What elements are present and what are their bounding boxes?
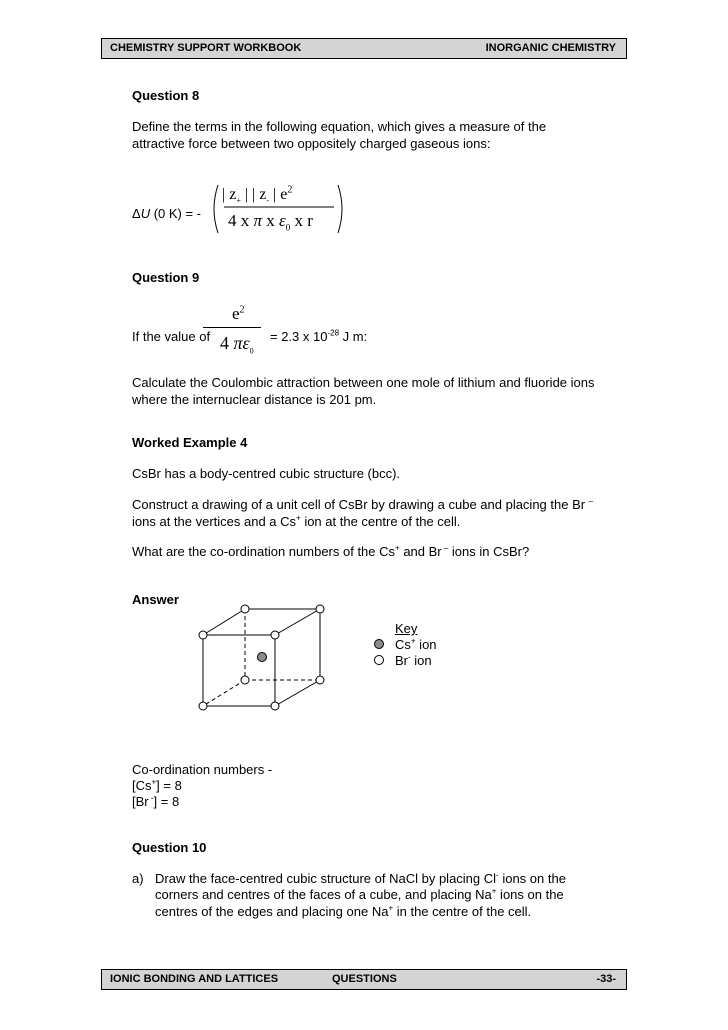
q8-text-line1: Define the terms in the following equation, which gives a measure of the (132, 119, 547, 134)
q9-fraction-bar (203, 327, 261, 328)
br-ion-vertex (241, 676, 249, 684)
q10-l2-sup: + (491, 886, 497, 896)
q10-l2a: corners and centres of the faces of a cube, and placing Na (155, 887, 492, 902)
frac-num-exp: 2 (239, 304, 245, 316)
key-br-symbol (375, 656, 384, 665)
q9-value-exp: -28 (327, 328, 340, 338)
we4-p2b-sup: + (296, 513, 301, 523)
lhs-rest: (0 K) = - (150, 206, 202, 221)
q10-l1b: ions on the (498, 871, 566, 886)
edge-back-diag (203, 680, 245, 706)
we4-p2a-sup: – (588, 496, 594, 506)
worked-example-4-title: Worked Example 4 (132, 435, 248, 450)
q10-l1a: Draw the face-centred cubic structure of NaCl by placing Cl (155, 871, 497, 886)
key-cs-symbol (375, 640, 384, 649)
num-minus: - (266, 196, 270, 206)
key-title: Key (395, 621, 418, 636)
q10-a-line1 (155, 871, 566, 886)
q9-prefix: If the value of (132, 329, 211, 344)
frac-den-sub: 0 (249, 346, 254, 356)
we4-p3c: ions in CsBr? (448, 544, 530, 559)
key-br-text: Br (395, 653, 408, 668)
br-ion-vertex (199, 631, 207, 639)
q10-l3a: centres of the edges and placing one Na (155, 904, 389, 919)
we4-para1: CsBr has a body-centred cubic structure (bcc). (132, 466, 401, 481)
footer-mid: QUESTIONS (332, 973, 397, 985)
coord-br-sup: - (148, 793, 154, 803)
q10-l3-sup: + (388, 903, 394, 913)
br-ion-vertex (271, 631, 279, 639)
header-right: INORGANIC CHEMISTRY (485, 42, 616, 54)
we4-p2b-a: ions at the vertices and a Cs (132, 514, 297, 529)
num-exp: 2 (287, 184, 293, 196)
frac-den-4: 4 (220, 333, 234, 353)
we4-p3a-sup: + (395, 543, 400, 553)
front-face (203, 635, 275, 706)
cs-ion-centre (258, 653, 267, 662)
key-br-label (395, 653, 432, 668)
delta-symbol: Δ (132, 206, 141, 221)
den-part-b: x (262, 211, 280, 230)
coord-title: Co-ordination numbers - (132, 762, 273, 777)
coord-br-a: [Br (132, 794, 149, 809)
key-br-sup: - (408, 652, 411, 662)
u-symbol: U (140, 206, 151, 221)
key-cs-tail: ion (415, 637, 437, 652)
br-ion-vertex (199, 702, 207, 710)
key-cs-sup: + (410, 636, 416, 646)
coord-cs-b: ] = 8 (156, 778, 182, 793)
q9-calc-line2: where the internuclear distance is 201 pm. (132, 392, 377, 407)
key-cs-label (395, 637, 437, 652)
q10-a-line3 (155, 904, 531, 919)
coord-cs (132, 778, 182, 793)
den-pi: π (253, 211, 263, 230)
edge-bottom-right (275, 680, 320, 706)
q9-value-b: J m: (339, 329, 368, 344)
header-bar (101, 38, 627, 59)
den-epsilon: ε (279, 211, 286, 230)
key-symbols (373, 638, 385, 668)
coord-br-b: ] = 8 (153, 794, 180, 809)
question-8-title: Question 8 (132, 88, 200, 103)
footer-bar (101, 969, 627, 990)
q8-denominator (228, 211, 313, 231)
br-ion-vertex (271, 702, 279, 710)
q8-lhs (132, 206, 201, 221)
den-sub: 0 (285, 222, 291, 233)
q9-frac-num (232, 304, 245, 324)
q9-frac-den (220, 333, 254, 354)
q8-numerator (222, 186, 292, 204)
footer-left: IONIC BONDING AND LATTICES (110, 973, 279, 985)
coord-cs-a: [Cs (132, 778, 152, 793)
q10-a-label: a) (132, 871, 144, 886)
frac-den-pi: π (233, 333, 243, 353)
q10-a-line2 (155, 887, 564, 902)
br-ion-vertex (316, 676, 324, 684)
frac-num-e: e (232, 304, 240, 323)
num-plus: + (236, 196, 241, 206)
footer-page-number: -33- (596, 973, 616, 985)
key-br-tail: ion (410, 653, 432, 668)
we4-p3a: What are the co-ordination numbers of the Cs (132, 544, 396, 559)
q9-value (270, 329, 367, 344)
coord-br (132, 794, 179, 809)
den-part-c: x r (290, 211, 313, 230)
num-part-a: | z (222, 186, 237, 203)
question-9-title: Question 9 (132, 270, 200, 285)
we4-p3b: and Br (399, 544, 442, 559)
header-left: CHEMISTRY SUPPORT WORKBOOK (110, 42, 302, 54)
br-ion-vertex (316, 605, 324, 613)
we4-para3 (132, 544, 529, 559)
csbr-unit-cell-diagram (195, 600, 330, 713)
frac-den-epsilon: ε (242, 333, 250, 353)
br-ion-vertex (241, 605, 249, 613)
edge-top-left (203, 609, 245, 635)
answer-title: Answer (132, 592, 179, 607)
q10-l3b: in the centre of the cell. (393, 904, 532, 919)
den-part-a: 4 x (228, 211, 254, 230)
q9-value-a: = 2.3 x 10 (270, 329, 328, 344)
q9-calc-line1: Calculate the Coulombic attraction between one mole of lithium and fluoride ions (132, 375, 595, 390)
q10-l1-sup: - (496, 870, 499, 880)
we4-p3b-sup: – (441, 543, 449, 553)
q8-text-line2: attractive force between two oppositely charged gaseous ions: (132, 136, 491, 151)
num-part-b: | | z (240, 186, 267, 203)
question-10-title: Question 10 (132, 840, 207, 855)
coord-cs-sup: + (151, 777, 157, 787)
we4-p2b-b: ion at the centre of the cell. (300, 514, 461, 529)
q10-l2b: ions on the (496, 887, 564, 902)
key-cs-text: Cs (395, 637, 411, 652)
we4-para2-line1 (132, 497, 593, 512)
we4-para2-line2 (132, 514, 460, 529)
edge-top-right (275, 609, 320, 635)
num-part-c: | e (269, 186, 288, 203)
we4-p2a: Construct a drawing of a unit cell of CsBr by drawing a cube and placing the Br (132, 497, 586, 512)
